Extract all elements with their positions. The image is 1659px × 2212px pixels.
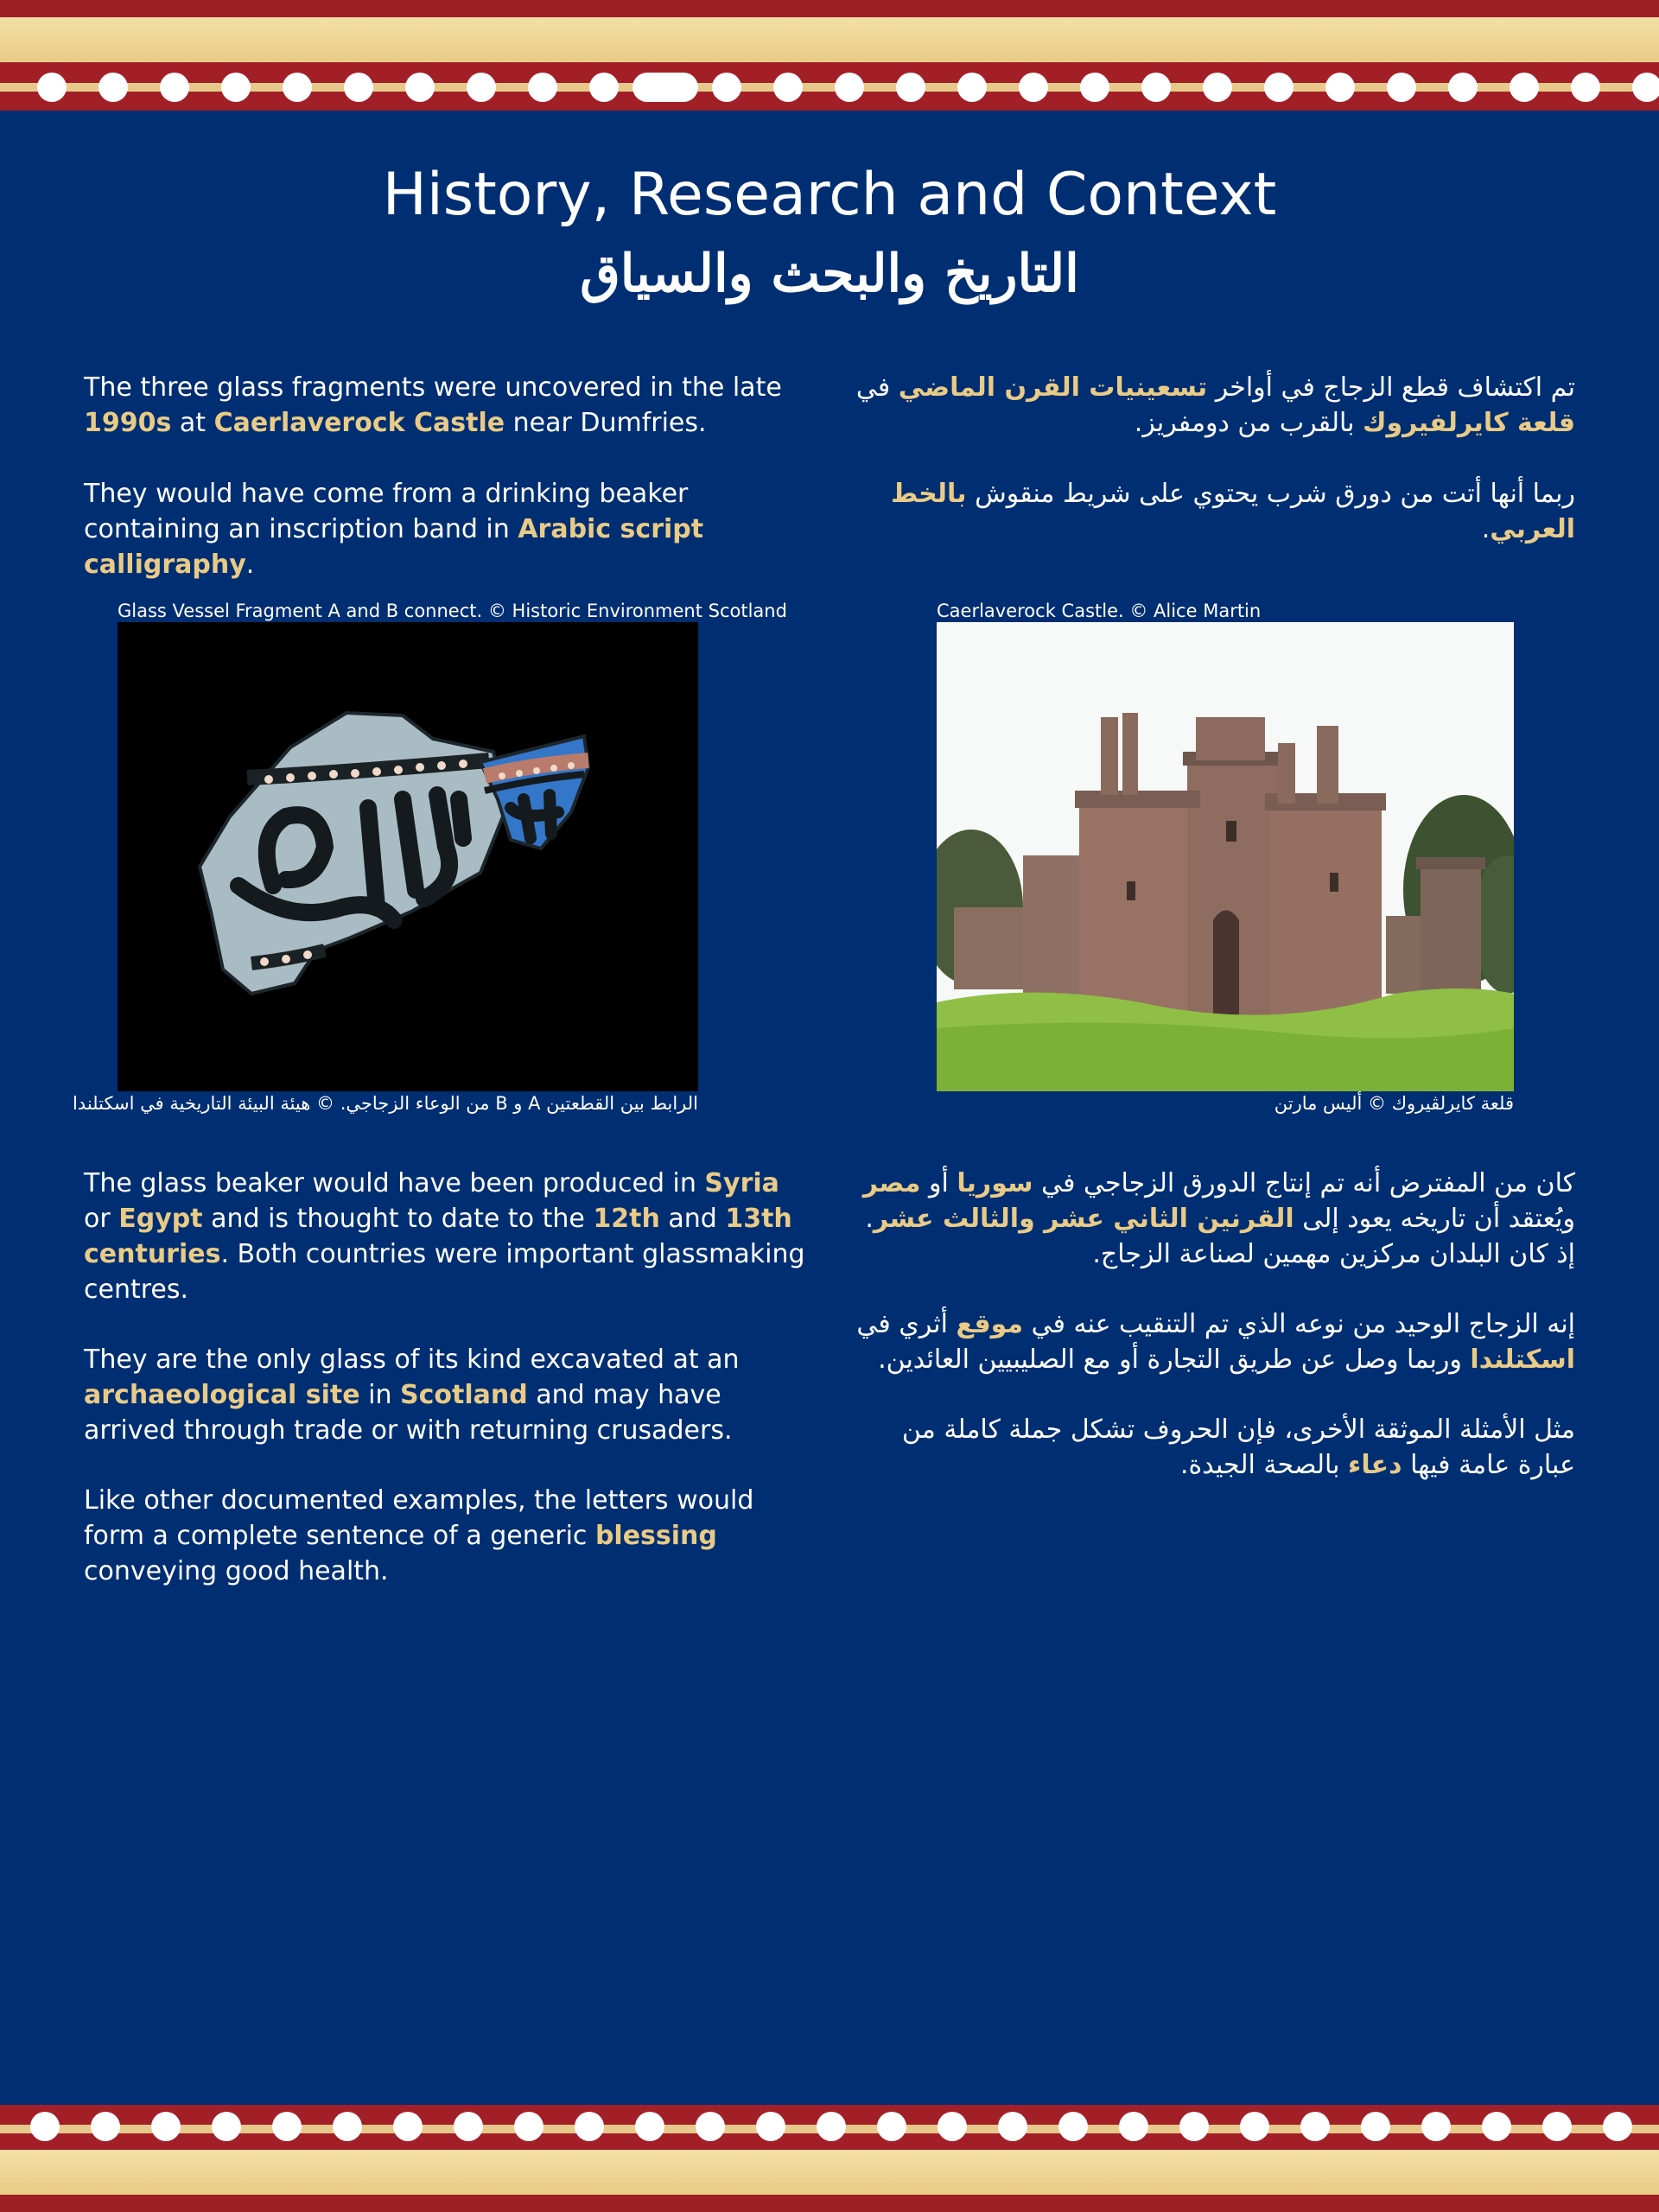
highlight-text: 1990s xyxy=(84,408,172,438)
border-dot xyxy=(37,73,67,102)
highlight-text: مصر xyxy=(862,1168,921,1198)
text-span: near Dumfries. xyxy=(505,408,707,438)
border-dot xyxy=(454,2112,483,2141)
cream-band xyxy=(0,2150,1659,2195)
border-dot xyxy=(957,73,987,102)
border-dot xyxy=(1019,73,1048,102)
border-dot xyxy=(99,73,128,102)
text-span: . xyxy=(1481,514,1491,544)
text-span: and xyxy=(659,1204,726,1234)
bottom-decorative-border xyxy=(0,2105,1659,2212)
border-dot xyxy=(528,73,557,102)
border-dot xyxy=(1080,73,1109,102)
text-span: at xyxy=(171,408,214,438)
border-dot xyxy=(160,73,189,102)
text-span: . xyxy=(245,550,255,580)
body-paragraph-english-1 xyxy=(84,1166,810,1307)
highlight-text: 13th centuries xyxy=(84,1204,792,1269)
fragment-caption-arabic: الرابط بين القطعتين A و B من الوعاء الزجاجي. © هيئة البيئة التاريخية في اسكتلندا xyxy=(72,1093,698,1114)
text-span: ويُعتقد أن تاريخه يعود إلى xyxy=(1294,1204,1575,1234)
intro-paragraph-english-1 xyxy=(84,370,810,441)
border-dot xyxy=(30,2112,60,2141)
highlight-text: تسعينيات القرن الماضي xyxy=(898,372,1208,403)
text-span: . Both countries were important glassmaking centres. xyxy=(84,1239,805,1305)
border-dot xyxy=(712,73,741,102)
text-span: The three glass fragments were uncovered in the late xyxy=(84,372,782,403)
border-dot xyxy=(938,2112,967,2141)
border-dot xyxy=(998,2112,1027,2141)
border-dot xyxy=(1203,73,1232,102)
highlight-text: Caerlaverock Castle xyxy=(213,408,505,438)
border-dot xyxy=(896,73,925,102)
fragment-caption-english: Glass Vessel Fragment A and B connect. © Historic Environment Scotland xyxy=(118,601,787,621)
border-dot xyxy=(1482,2112,1511,2141)
border-dot xyxy=(1264,73,1294,102)
text-span: Like other documented examples, the letters would form a complete sentence of a generic xyxy=(84,1485,754,1551)
text-span: مثل الأمثلة الموثقة الأخرى، فإن الحروف تشكل جملة كاملة من عبارة عامة فيها xyxy=(901,1414,1575,1480)
border-dot xyxy=(1387,73,1416,102)
highlight-text: blessing xyxy=(594,1521,717,1551)
dot-row xyxy=(0,73,1659,107)
border-dot xyxy=(91,2112,120,2141)
text-span: بالقرب من دومفريز. xyxy=(1134,408,1363,438)
border-dot xyxy=(632,73,698,102)
border-dot xyxy=(1240,2112,1269,2141)
border-dot xyxy=(575,2112,604,2141)
text-span: كان من المفترض أنه تم إنتاج الدورق الزجاجي في xyxy=(1033,1168,1575,1198)
body-paragraph-english-2 xyxy=(84,1342,810,1448)
border-dot xyxy=(1603,2112,1632,2141)
border-dot xyxy=(1421,2112,1451,2141)
highlight-text: 12th xyxy=(593,1204,660,1234)
border-dot xyxy=(1119,2112,1148,2141)
highlight-text: Syria xyxy=(704,1168,779,1198)
top-decorative-border xyxy=(0,0,1659,111)
border-dot xyxy=(773,73,803,102)
highlight-text: موقع xyxy=(956,1309,1024,1339)
text-span: ربما أنها أتت من دورق شرب يحتوي على شريط منقوش xyxy=(966,479,1575,509)
intro-paragraph-arabic-1 xyxy=(851,370,1575,441)
castle-caption-arabic: قلعة كايرلڤيروك © أليس مارتن xyxy=(1274,1093,1514,1114)
highlight-text: بالخط العربي xyxy=(891,479,1575,544)
border-dot xyxy=(1300,2112,1330,2141)
body-paragraph-english-3 xyxy=(84,1483,810,1589)
text-span: أثري في xyxy=(856,1309,957,1339)
text-span: إنه الزجاج الوحيد من نوعه الذي تم التنقيب عنه في xyxy=(1023,1309,1575,1339)
page-title-english: History, Research and Context xyxy=(382,161,1277,229)
text-span: The glass beaker would have been produced in xyxy=(84,1168,705,1198)
text-span: They are the only glass of its kind excavated at an xyxy=(84,1344,740,1375)
caerlaverock-castle-photo xyxy=(937,622,1514,1091)
text-span: They would have come from a drinking beaker containing an inscription band in xyxy=(84,479,689,544)
border-dot xyxy=(514,2112,543,2141)
border-dot xyxy=(1510,73,1539,102)
intro-paragraph-arabic-2 xyxy=(851,476,1575,547)
body-paragraph-arabic-1 xyxy=(851,1166,1575,1272)
text-span: and is thought to date to the xyxy=(202,1204,594,1234)
border-dot xyxy=(272,2112,302,2141)
text-span: وربما وصل عن طريق التجارة أو مع الصليبيين العائدين. xyxy=(878,1344,1471,1375)
border-dot xyxy=(393,2112,423,2141)
highlight-text: دعاء xyxy=(1348,1450,1402,1480)
body-paragraph-arabic-2 xyxy=(851,1306,1575,1377)
border-dot xyxy=(696,2112,725,2141)
glass-fragment-photo xyxy=(118,622,698,1091)
border-dot xyxy=(877,2112,906,2141)
border-dot xyxy=(817,2112,846,2141)
border-dot xyxy=(344,73,373,102)
border-dot xyxy=(283,73,312,102)
text-span: or xyxy=(84,1204,119,1234)
border-dot xyxy=(405,73,435,102)
text-span: في xyxy=(855,372,899,403)
text-span: أو xyxy=(920,1168,957,1198)
dot-row xyxy=(0,2112,1659,2146)
body-paragraph-arabic-3 xyxy=(851,1412,1575,1483)
text-span: . إذ كان البلدان مركزين مهمين لصناعة الزجاج. xyxy=(865,1204,1575,1269)
text-span: بالصحة الجيدة. xyxy=(1179,1450,1349,1480)
border-dot xyxy=(589,73,619,102)
border-dot xyxy=(835,73,864,102)
border-dot xyxy=(221,73,251,102)
border-dot xyxy=(151,2112,181,2141)
border-dot xyxy=(1571,73,1600,102)
castle-caption-english: Caerlaverock Castle. © Alice Martin xyxy=(937,601,1262,621)
border-dot xyxy=(212,2112,241,2141)
border-dot xyxy=(333,2112,362,2141)
highlight-text: Egypt xyxy=(118,1204,203,1234)
border-dot xyxy=(1448,73,1478,102)
border-dot xyxy=(756,2112,785,2141)
text-span: in xyxy=(359,1380,401,1410)
highlight-text: Arabic script calligraphy xyxy=(84,514,704,580)
border-dot xyxy=(635,2112,664,2141)
highlight-text: archaeological site xyxy=(84,1380,360,1410)
cream-band xyxy=(0,17,1659,62)
highlight-text: قلعة كايرلفيروك xyxy=(1362,408,1575,438)
border-dot xyxy=(467,73,496,102)
page-title-arabic: التاريخ والبحث والسياق xyxy=(580,244,1079,304)
border-dot xyxy=(1141,73,1171,102)
text-span: conveying good health. xyxy=(84,1556,389,1586)
highlight-text: سوريا xyxy=(957,1168,1033,1198)
highlight-text: Scotland xyxy=(400,1380,528,1410)
highlight-text: القرنين الثاني عشر والثالث عشر xyxy=(873,1204,1294,1234)
border-dot xyxy=(1058,2112,1088,2141)
border-dot xyxy=(1542,2112,1572,2141)
text-span: and may have arrived through trade or with returning crusaders. xyxy=(84,1380,733,1446)
highlight-text: اسكتلندا xyxy=(1470,1344,1575,1375)
border-dot xyxy=(1179,2112,1209,2141)
border-dot xyxy=(1361,2112,1390,2141)
text-span: تم اكتشاف قطع الزجاج في أواخر xyxy=(1207,372,1575,403)
intro-paragraph-english-2 xyxy=(84,476,810,582)
border-dot xyxy=(1325,73,1355,102)
border-dot xyxy=(1632,73,1659,102)
